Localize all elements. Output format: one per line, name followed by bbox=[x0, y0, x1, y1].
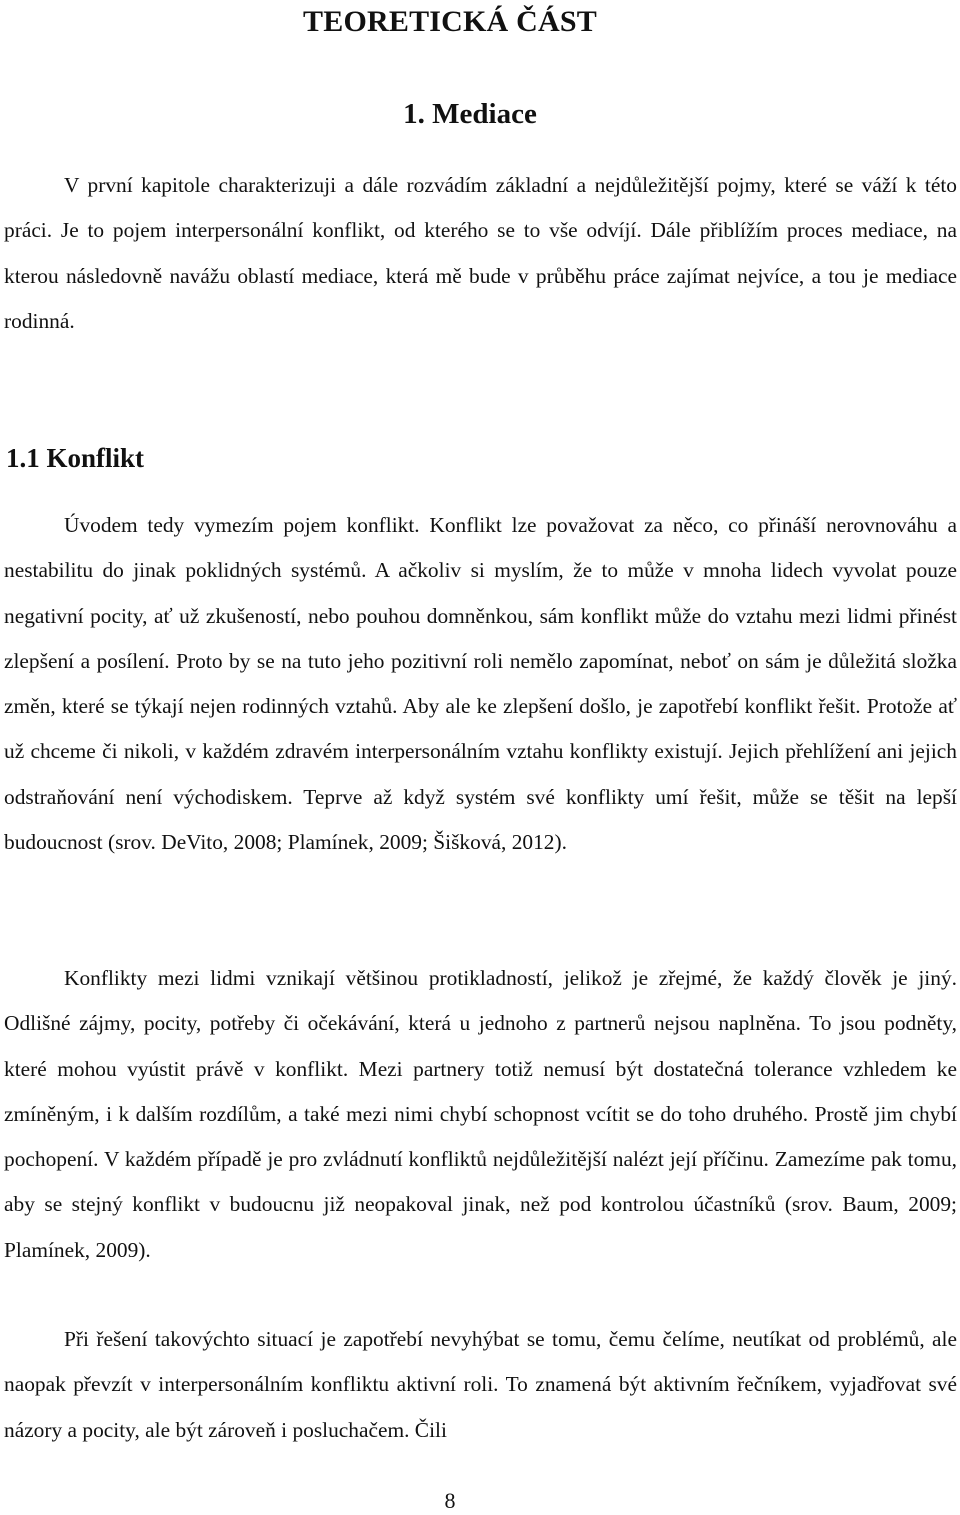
section-title: 1.1 Konflikt bbox=[6, 443, 145, 473]
page-number: 8 bbox=[444, 1488, 456, 1513]
body-paragraph: Konflikty mezi lidmi vznikají většinou protikladností, jelikož je zřejmé, že každý člověk je jiný. Odlišné zájmy, pocity, potřeby či očekávání, která u jednoho z partnerů nejsou naplněna. To jsou podněty, které mohou vyústit právě v konflikt. Mezi partnery totiž nemusí být dostatečná tolerance vzhledem ke zmíněným, i k dalším rozdílům, a také mezi nimi chybí schopnost vcítit se do toho druhého. Prostě jim chybí pochopení. V každém případě je pro zvládnutí konfliktů nejdůležitější nalézt její příčinu. Zamezíme pak tomu, aby se stejný konflikt v budoucnu již neopakoval jinak, než pod kontrolou účastníků (srov. Baum, 2009; Plamínek, 2009). bbox=[4, 966, 957, 1262]
chapter-title: 1. Mediace bbox=[403, 98, 537, 130]
part-title: TEORETICKÁ ČÁST bbox=[303, 5, 597, 38]
body-paragraph: Při řešení takovýchto situací je zapotřebí nevyhýbat se tomu, čemu čelíme, neutíkat od problémů, ale naopak převzít v interpersonálním konfliktu aktivní roli. To znamená být aktivním řečníkem, vyjadřovat své názory a pocity, ale být zároveň i posluchačem. Čili bbox=[4, 1327, 957, 1442]
intro-paragraph: V první kapitole charakterizuji a dále rozvádím základní a nejdůležitější pojmy, které se váží k této práci. Je to pojem interpersonální konflikt, od kterého se to vše odvíjí. Dále přiblížím proces mediace, na kterou následovně navážu oblastí mediace, která mě bude v průběhu práce zajímat nejvíce, a tou je mediace rodinná. bbox=[4, 173, 957, 333]
body-paragraph: Úvodem tedy vymezím pojem konflikt. Konflikt lze považovat za něco, co přináší nerovnováhu a nestabilitu do jinak poklidných systémů. A ačkoliv si myslím, že to může v mnoha lidech vyvolat pouze negativní pocity, ať už zkušeností, nebo pouhou domněnkou, sám konflikt může do vztahu mezi lidmi přinést zlepšení a posílení. Proto by se na tuto jeho pozitivní roli nemělo zapomínat, neboť on sám je důležitá složka změn, které se týkají nejen rodinných vztahů. Aby ale ke zlepšení došlo, je zapotřebí konflikt řešit. Protože ať už chceme či nikoli, v každém zdravém interpersonálním vztahu konflikty existují. Jejich přehlížení ani jejich odstraňování není východiskem. Teprve až když systém své konflikty umí řešit, může se těšit na lepší budoucnost (srov. DeVito, 2008; Plamínek, 2009; Šišková, 2012). bbox=[4, 513, 957, 855]
